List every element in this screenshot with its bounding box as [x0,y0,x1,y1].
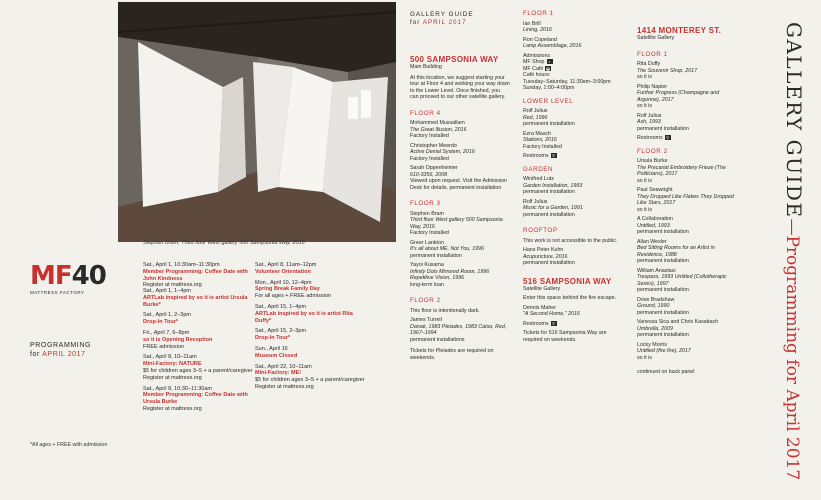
artwork: Stations, 2016 [523,137,557,143]
status: permanent installations [410,336,465,343]
status: so it is [637,103,653,109]
artist: Allan Wexler [637,238,667,245]
event-title: so it is Opening Reception [143,336,213,343]
event-extra: For all ages + FREE admission [255,293,331,300]
restrooms-label: Restrooms [637,135,663,141]
artist: Winifred Lutz [523,176,554,182]
artwork: Further Progress (Champagne and Argonne), 2017 [637,90,720,103]
gallery-guide-title: GALLERY GUIDE [410,11,474,18]
events-column-2 [255,262,370,391]
ticket-note: Tickets for Pleiades are required on weekends. [410,348,494,361]
building-subtitle: Satellite Gallery [637,35,675,41]
floor-heading: FLOOR 2 [410,297,441,304]
vertical-title [780,22,810,481]
programming-for: for [30,351,40,358]
artist: William Anastasi [637,267,676,274]
cafe-hours-sunday: Sunday, 1:00–4:00pm [523,85,575,91]
artist: Ezra Masch [523,130,551,137]
logo-subtitle: MATTRESS FACTORY [30,290,85,295]
status: so it is [637,354,653,361]
artwork: Infinity Dots Mirrored Room, 1996 Repetitive Vision, 1996 [410,268,490,281]
event-date: Sat., April 8, 10–11am [143,354,197,361]
floor-heading: FLOOR 2 [637,147,668,155]
building-subtitle: Satellite Gallery [523,285,561,292]
artwork: The Great Illusion, 2016 [410,126,467,133]
floor-note: This floor is intentionally dark. [410,307,480,314]
artist: Sarah Oppenheimer [410,165,458,171]
status: permanent installation [637,258,689,264]
status: permanent installation [523,189,575,195]
artist: Christopher Meerdo [410,142,457,149]
artist: Rolf Julius [523,198,548,205]
floor-heading: ROOFTOP [523,227,558,234]
status: Factory Installed [410,133,449,139]
status: Factory Installed [523,143,562,150]
gallery-guide-for: for [410,19,421,26]
status: permanent installation [637,332,689,338]
artist: Mohammed Mussallam [410,120,465,126]
artist: Dennis Maher [523,304,556,311]
floor-heading: LOWER LEVEL [523,97,574,105]
cafe-hours-weekday: Tuesday–Saturday, 11:30am–3:00pm [523,78,611,85]
artist: Greer Lankton [410,239,444,246]
programming-title: PROGRAMMING [30,342,92,349]
artwork: Music for a Garden, 1991 [523,205,583,211]
floor-note: Enter this space behind the fire escape. [523,295,617,301]
artist: Ron Copeland [523,36,557,43]
event-date: Sat., April 22, 10–11am [255,363,312,370]
gallery-guide-heading [410,11,474,27]
event-title: Mini-Factory: NATURE [143,361,202,368]
artwork: Untitled (fire fire), 2017 [637,348,691,354]
floor-note: This work is not accessible to the public. [523,237,618,244]
artist: Ian Brill [523,20,541,27]
artwork: Ash, 1993 [637,119,661,125]
status: Viewed upon request. Visit the Admission Desk for details. permanent installation [410,178,507,191]
event-date: Sat., April 1, 1–4pm [143,288,191,294]
event-title: Mini-Factory: ME! [255,370,302,377]
artwork: Bed Sitting Rooms for an Artist in Residence, 1988 [637,245,715,258]
status: so it is [637,206,653,213]
status: so it is [637,74,653,80]
artist: Rita Duffy [637,61,661,67]
event-date: Sat., April 15, 1–4pm [255,303,307,310]
artist: Paul Seawright [637,187,673,193]
intro-text: At this location, we suggest starting your tour at Floor 4 and working your way down to the Lower Level. Once finished, you can proceed to our other satellite gallery. [410,74,510,100]
event-date: Sat., April 8, 11am–12pm [255,262,317,268]
gallery-photo [118,2,396,242]
event-title: Volunteer Orientation [255,268,311,275]
artist: Dove Bradshaw [637,296,675,303]
event-date: Mon., April 10, 12–4pm [255,279,312,286]
artwork: Lamp Assemblage, 2016 [523,43,582,49]
service-shop: MF Shop [523,59,545,65]
artwork: The Souvenir Shop, 2017 [637,67,698,74]
status: permanent installation [637,229,689,235]
artwork: Acupuncture, 2016 [523,253,568,260]
event-extra: $5 for children ages 3–5 + a parent/caregiver Register at mattress.org [143,367,253,381]
event-date: Sat., April 15, 2–3pm [255,328,307,335]
floor-heading: FLOOR 3 [410,200,441,207]
artwork: Ground, 1990 [637,303,670,309]
cafe-hours-label: Café hours: [523,72,551,78]
logo-40: 40 [71,261,106,291]
building-title: 516 SAMPSONIA WAY [523,276,612,286]
guide-column-1414-monterey [637,26,742,376]
artist: Philip Napier [637,83,668,90]
service-admissions: Admissions [523,52,551,59]
guide-column-500-sampsonia [410,55,510,364]
artist: Rolf Julius [637,112,662,119]
ticket-note: Tickets for 516 Sampsonia Way are required on weekends. [523,330,607,343]
artwork: Umbrella, 2009 [637,325,673,332]
building-title: 500 SAMPSONIA WAY [410,55,499,64]
status: so it is [637,177,653,184]
artwork: The Precariat Embroidery Frieze (The Politicians), 2017 [637,164,726,177]
status: long-term loan [410,281,444,288]
guide-column-floors [523,11,623,343]
event-title: Member Programming: Coffee Date with John Kindness [143,268,248,282]
status: permanent installation [410,252,462,259]
status: permanent installation [637,125,689,132]
status: Factory Installed [410,230,449,236]
artwork: Third floor West gallery 500 Sampsonia Way, 2016 [410,217,503,230]
event-title: Drop-In Tour* [255,335,291,342]
event-title: Member Programming: Coffee Date with Ursula Burke [143,392,248,406]
restroom-icon: ⚲ [552,320,556,326]
artwork: Danaë, 1983 Pleiades, 1983 Catso, Red, 1967–1994 [410,323,507,336]
programming-heading [30,341,91,359]
event-date: Sun., April 16 [255,345,288,352]
logo-mf: MF [30,261,72,291]
status: permanent installation [637,309,689,316]
restrooms-label: Restrooms [523,153,549,159]
mattress-factory-logo [30,263,106,295]
artist: Vanessa Sica and Chris Kasabach [637,319,719,325]
status: Factory Installed [410,155,449,162]
artist: Yayoi Kusama [410,262,444,268]
gallery-guide-month: APRIL 2017 [422,19,467,26]
event-title: Spring Break Family Day [255,286,320,293]
building-subtitle: Main Building [410,64,442,70]
status: permanent installation [637,287,689,293]
artwork: Trespass, 1993 Untitled (Collotherapic Series), 1997 [637,274,727,287]
photo-caption: Stephen Bram, Third floor West gallery 500 Sampsonia Way, 2016 [143,240,305,246]
status: permanent installation [523,211,575,218]
service-cafe: MF Café [523,65,544,72]
event-date: Fri., April 7, 6–8pm [143,329,190,336]
event-title: Museum Closed [255,352,298,359]
artwork: 610-3356, 2008 [410,171,448,178]
gallery-room-image [118,2,396,242]
events-column-1 [143,262,258,413]
status: permanent installation [523,121,575,127]
building-title: 1414 MONTEREY ST. [637,26,722,35]
floor-heading: FLOOR 4 [410,109,441,117]
artist: Hans Peter Kuhn [523,247,564,253]
artwork: Active Denial System, 2016 [410,149,475,155]
artist: A Collaboration [637,216,673,222]
restrooms-label: Restrooms [523,320,549,327]
artwork: Red, 1996 [523,114,548,121]
vertical-title-main: GALLERY GUIDE [782,22,806,219]
artwork: Garden Installation, 1993 [523,182,583,189]
event-extra: Register at mattress.org [143,282,202,289]
status: permanent installation [523,260,575,266]
artwork: "A Second Home," 2016 [523,311,580,317]
floor-heading: FLOOR 1 [637,50,668,58]
event-date: Sat., April 1, 10:30am–11:30pm [143,262,220,268]
continued-note: continued on back panel [637,369,695,375]
cafe-icon: ☕ [545,65,551,71]
restroom-icon: ⚲ [666,135,670,141]
artist: Stephen Bram [410,210,444,217]
event-date: Sat., April 8, 10:30–11:30am [143,385,212,392]
artwork: Untitled, 1993 [637,222,670,229]
shop-icon: ▪ [547,59,553,64]
restroom-icon: ⚲ [552,153,556,159]
event-extra: $5 for children ages 3–5 + a parent/caregiver Register at mattress.org [255,377,365,390]
event-title: ARTLab inspired by so it is artist Rita Duffy* [255,310,353,324]
artist: Rolf Julius [523,108,548,114]
event-title: Drop-In Tour* [143,319,179,326]
artwork: They Dropped Like Flakes They Dropped Like Stars, 2017 [637,193,734,206]
artist: Ursula Burke [637,158,668,164]
artwork: Lining, 2016 [523,27,552,33]
floor-heading: GARDEN [523,165,554,173]
vertical-title-sub: —Programming for April 2017 [782,218,802,481]
event-extra: Register at mattress.org [143,405,202,412]
footnote: *All ages + FREE with admission [30,442,108,448]
event-date: Sat., April 1, 2–3pm [143,312,191,319]
floor-heading: FLOOR 1 [523,10,554,17]
programming-month: APRIL 2017 [42,351,86,358]
artist: James Turrell [410,317,442,323]
event-extra: FREE admission [143,343,184,350]
artist: Locky Morris [637,341,668,348]
event-title: ARTLab inspired by so it is artist Ursula Burke* [143,294,248,308]
artwork: It's all about ME, Not You, 1996 [410,246,484,252]
